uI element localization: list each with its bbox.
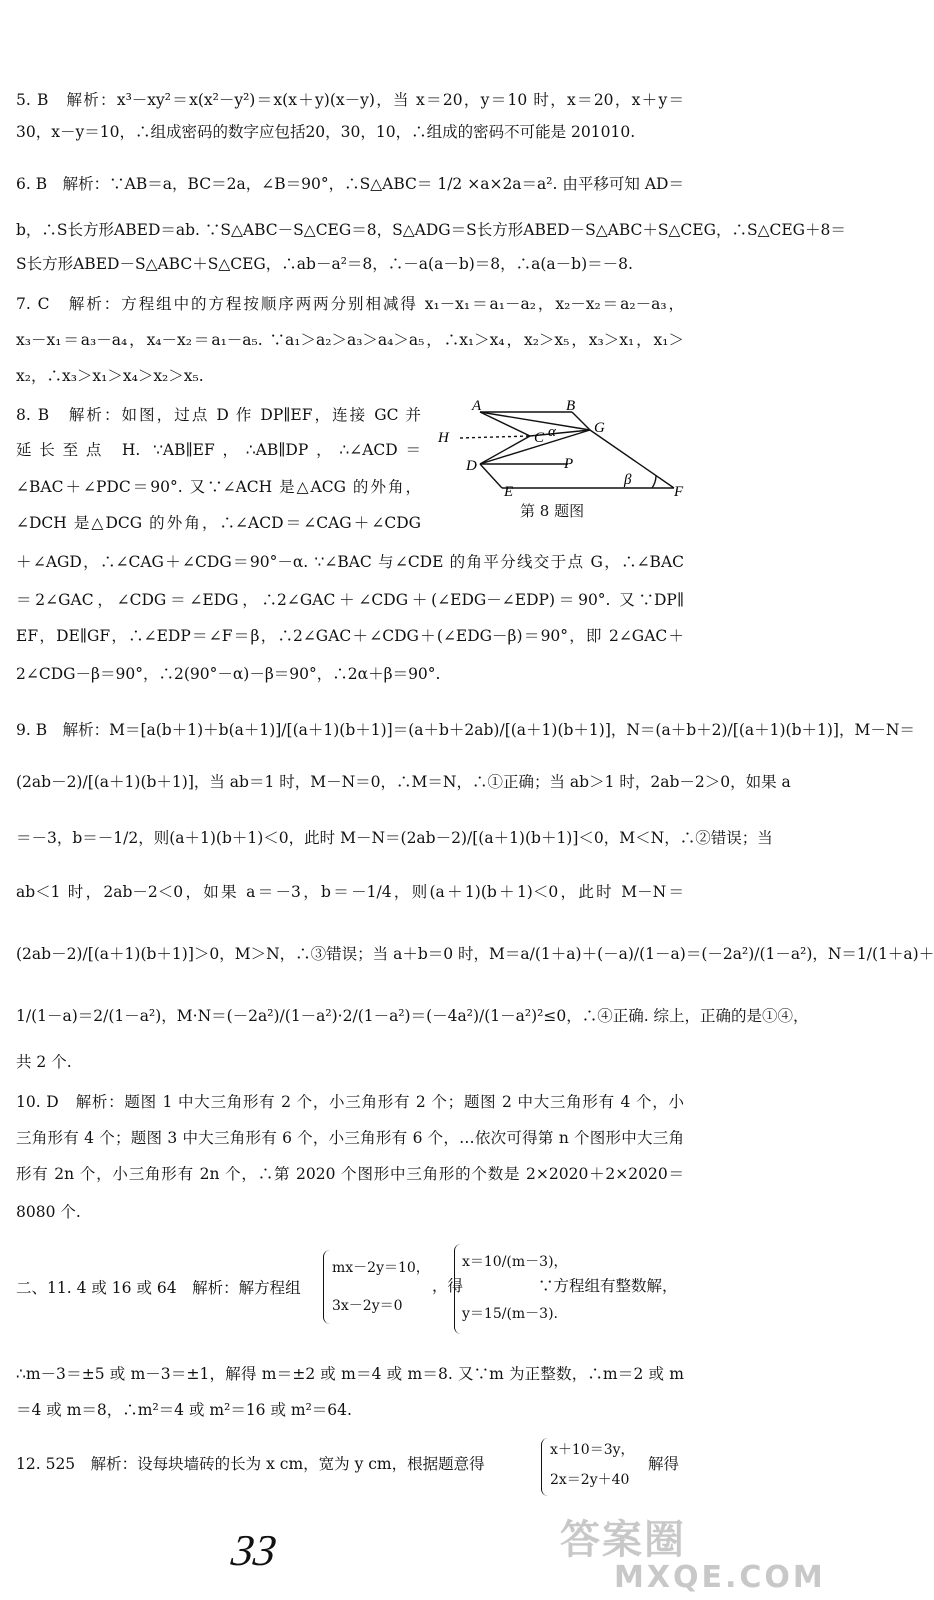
q11-intro: 二、11. 4 或 16 或 64 解析：解方程组	[16, 1279, 301, 1297]
q11-line-3: ＝4 或 m＝8，∴m²＝4 或 m²＝16 或 m²＝64.	[16, 1401, 352, 1419]
brace-solution-11	[454, 1244, 461, 1334]
q9-line-5: (2ab－2)/[(a＋1)(b＋1)]＞0，M＞N，∴③错误；当 a＋b＝0 时，M＝a/(1＋a)＋(－a)/(1－a)＝(－2a²)/(1－a²)，N＝1/(1＋a)＋	[16, 945, 934, 963]
q12-line-1: 12. 525 解析：设每块墙砖的长为 x cm，宽为 y cm，根据题意得	[16, 1455, 485, 1473]
label-e: E	[504, 484, 514, 500]
q8-line-6: ＝2∠GAC，∠CDG＝∠EDG，∴2∠GAC＋∠CDG＋(∠EDG－∠EDP)＝90°. 又∵DP∥	[16, 591, 684, 609]
brace-system-12	[541, 1438, 548, 1496]
q9-line-6: 1/(1－a)＝2/(1－a²)，M·N＝(－2a²)/(1－a²)·2/(1－a²)＝(－4a²)/(1－a²)²≤0，∴④正确. 综上，正确的是①④，	[16, 1007, 809, 1025]
label-alpha: α	[548, 424, 556, 440]
q11-de: ，得	[432, 1277, 464, 1295]
q11-line-2: ∴m－3＝±5 或 m－3＝±1，解得 m＝±2 或 m＝4 或 m＝8. 又∵m 为正整数，∴m＝2 或 m	[16, 1365, 684, 1383]
label-b: B	[566, 398, 576, 414]
q6-line-2: b，∴S长方形ABED＝ab. ∵S△ABC－S△CEG＝8，S△ADG＝S长方形ABED－S△ABC＋S△CEG，∴S△CEG＋8＝	[16, 221, 846, 239]
q8-line-8: 2∠CDG－β＝90°，∴2(90°－α)－β＝90°，∴2α＋β＝90°.	[16, 665, 441, 683]
q7-line-1: 7. C 解析：方程组中的方程按顺序两两分别相减得 x₁－x₁＝a₁－a₂，x₂－x₂＝a₂－a₃，	[16, 295, 684, 313]
system-11-eq1: mx－2y＝10，	[332, 1260, 430, 1276]
label-beta: β	[624, 472, 632, 488]
q8-line-7: EF，DE∥GF，∴∠EDP＝∠F＝β，∴2∠GAC＋∠CDG＋(∠EDG－β)＝90°，即 2∠GAC＋	[16, 627, 684, 645]
q7-line-2: x₃－x₁＝a₃－a₄，x₄－x₂＝a₁－a₅. ∵a₁＞a₂＞a₃＞a₄＞a₅，∴x₁＞x₄，x₂＞x₅，x₃＞x₁，x₁＞	[16, 331, 684, 349]
q8-line-3: ∠BAC＋∠PDC＝90°. 又∵∠ACH 是△ACG 的外角，	[16, 478, 421, 496]
label-p: P	[564, 456, 574, 472]
q8-line-2: 延长至点 H. ∵AB∥EF，∴AB∥DP，∴∠ACD＝	[16, 441, 421, 459]
q6-line-1: 6. B 解析：∵AB＝a，BC＝2a，∠B＝90°，∴S△ABC＝ 1/2 ×a×2a＝a². 由平移可知 AD＝	[16, 175, 684, 193]
figure-labels	[430, 398, 690, 498]
q9-line-1: 9. B 解析：M＝[a(b＋1)＋b(a＋1)]/[(a＋1)(b＋1)]＝(a＋b＋2ab)/[(a＋1)(b＋1)]，N＝(a＋b＋2)/[(a＋1)(b＋1)]，M－N＝	[16, 721, 915, 739]
q6-line-3: S长方形ABED－S△ABC＋S△CEG，∴ab－a²＝8，∴－a(a－b)＝8，∴a(a－b)＝－8.	[16, 255, 633, 273]
label-a: A	[472, 398, 482, 414]
system-11-eq2: 3x－2y＝0	[332, 1298, 403, 1314]
q9-line-2: (2ab－2)/[(a＋1)(b＋1)]，当 ab＝1 时，M－N＝0，∴M＝N，∴①正确；当 ab＞1 时，2ab－2＞0，如果 a	[16, 773, 791, 791]
q10-line-2: 三角形有 4 个；题图 3 中大三角形有 6 个，小三角形有 6 个，…依次可得第 n 个图形中大三角	[16, 1129, 684, 1147]
label-d: D	[466, 458, 477, 474]
label-c: C	[534, 430, 545, 446]
watermark-url: MXQE.COM	[614, 1560, 826, 1595]
solution-11-y: y＝15/(m－3).	[462, 1306, 558, 1322]
q10-line-1: 10. D 解析：题图 1 中大三角形有 2 个，小三角形有 2 个；题图 2 中大三角形有 4 个，小	[16, 1093, 684, 1111]
q9-line-3: ＝－3，b＝－1/2，则(a＋1)(b＋1)＜0，此时 M－N＝(2ab－2)/[(a＋1)(b＋1)]＜0，M＜N，∴②错误；当	[16, 829, 773, 847]
q11-integer-note: ∵方程组有整数解，	[538, 1277, 678, 1295]
q12-solve: 解得	[648, 1455, 680, 1473]
q8-line-1: 8. B 解析：如图，过点 D 作 DP∥EF，连接 GC 并	[16, 406, 421, 424]
q9-line-7: 共 2 个.	[16, 1053, 72, 1071]
label-g: G	[594, 420, 605, 436]
q8-line-4: ∠DCH 是△DCG 的外角，∴∠ACD＝∠CAG＋∠CDG	[16, 514, 421, 532]
system-12-eq2: 2x＝2y＋40	[550, 1472, 630, 1488]
q10-line-3: 形有 2n 个，小三角形有 2n 个，∴第 2020 个图形中三角形的个数是 2×2020＋2×2020＝	[16, 1165, 684, 1183]
solution-11-x: x＝10/(m－3)，	[462, 1254, 568, 1270]
figure-caption: 第 8 题图	[520, 502, 585, 520]
q10-line-4: 8080 个.	[16, 1203, 81, 1221]
page-number: 33	[228, 1526, 280, 1575]
label-h: H	[438, 430, 449, 446]
q8-line-5: ＋∠AGD，∴∠CAG＋∠CDG＝90°－α. ∵∠BAC 与∠CDE 的角平分线交于点 G，∴∠BAC	[16, 553, 684, 571]
q7-line-3: x₂，∴x₃＞x₁＞x₄＞x₂＞x₅.	[16, 367, 204, 385]
watermark-logo: 答案圈	[560, 1517, 686, 1563]
system-12-eq1: x＋10＝3y，	[550, 1442, 635, 1458]
q9-line-4: ab＜1 时，2ab－2＜0，如果 a＝－3，b＝－1/4，则(a＋1)(b＋1)＜0，此时 M－N＝	[16, 883, 684, 901]
q5-line-2: 30，x－y＝10，∴组成密码的数字应包括20，30，10，∴组成的密码不可能是 201010.	[16, 123, 636, 141]
brace-system-11	[323, 1250, 330, 1324]
label-f: F	[674, 484, 684, 500]
q5-line-1: 5. B 解析：x³－xy²＝x(x²－y²)＝x(x＋y)(x－y)，当 x＝20，y＝10 时，x＝20，x＋y＝	[16, 91, 684, 109]
